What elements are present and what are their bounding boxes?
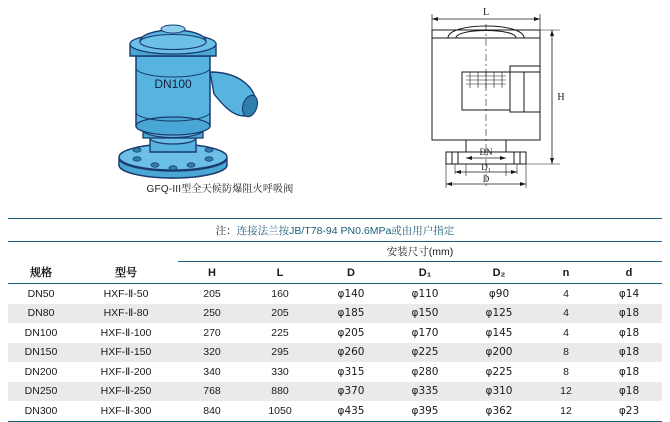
- bolt-hole: [133, 148, 141, 152]
- table-header-row: [8, 262, 662, 284]
- cell-model: HXF-Ⅱ-100: [100, 326, 152, 339]
- th-d: D: [314, 262, 388, 284]
- th-d1: D₁: [388, 262, 462, 284]
- arrow: [455, 170, 461, 174]
- spec-table: [8, 218, 662, 422]
- cell-d: φ435: [314, 401, 388, 421]
- cell-model: HXF-Ⅱ-200: [100, 365, 152, 378]
- outlet-block: [510, 66, 540, 112]
- dome-top: [161, 25, 185, 33]
- dim-label-H: H: [557, 92, 565, 103]
- cell-l: 1050: [246, 401, 314, 421]
- body-label: DN100: [154, 77, 192, 91]
- cell-d2: φ90: [488, 287, 510, 300]
- cell-d-hole: φ18: [596, 343, 662, 363]
- bolt-hole: [205, 148, 213, 152]
- cell-h: 250: [178, 304, 246, 324]
- cell-d2: φ362: [462, 401, 536, 421]
- cell-n: 8: [536, 343, 596, 363]
- spec-table-wrap: [8, 218, 662, 422]
- cell-model: HXF-Ⅱ-80: [74, 304, 178, 324]
- cell-model: HXF-Ⅱ-50: [103, 287, 149, 300]
- cell-n: 8: [563, 365, 569, 378]
- cell-l: 205: [246, 304, 314, 324]
- arrow: [511, 170, 517, 174]
- arrow: [500, 156, 506, 160]
- table-group-row: [8, 242, 662, 262]
- th-h: H: [178, 262, 246, 284]
- th-model: 型号: [74, 262, 178, 284]
- cell-d: φ315: [337, 365, 365, 378]
- product-figure: [0, 0, 670, 200]
- table-row: [8, 304, 662, 324]
- body-bottom-edge: [136, 117, 210, 135]
- cell-d2: φ145: [485, 326, 513, 339]
- cell-d-hole: φ18: [618, 365, 640, 378]
- cell-d2: φ310: [462, 382, 536, 402]
- cell-spec: DN150: [8, 343, 74, 363]
- table-row: [8, 401, 662, 421]
- th-spec: 规格: [8, 262, 74, 284]
- cell-model: HXF-Ⅱ-150: [74, 343, 178, 363]
- bolt-hole: [187, 163, 195, 167]
- cell-spec: DN250: [8, 382, 74, 402]
- cell-n: 12: [536, 382, 596, 402]
- cell-d-hole: φ14: [618, 287, 640, 300]
- cell-l: 880: [246, 382, 314, 402]
- cell-d1: φ280: [411, 365, 439, 378]
- cell-d: φ370: [314, 382, 388, 402]
- note-label: 注：: [215, 224, 237, 237]
- cell-l: 160: [271, 287, 289, 300]
- left-perspective-drawing: [119, 25, 260, 178]
- th-l: L: [246, 262, 314, 284]
- cell-n: 4: [536, 304, 596, 324]
- cell-h: 340: [203, 365, 221, 378]
- arrow: [432, 17, 438, 21]
- cell-n: 4: [563, 326, 569, 339]
- bolt-hole: [169, 166, 177, 170]
- arrow: [466, 156, 472, 160]
- cell-h: 270: [203, 326, 221, 339]
- cell-model: HXF-Ⅱ-250: [74, 382, 178, 402]
- right-orthographic-drawing: [432, 7, 565, 188]
- table-row: [8, 382, 662, 402]
- cell-d1: φ395: [388, 401, 462, 421]
- cell-d1: φ170: [411, 326, 439, 339]
- dim-label-DN: DN: [479, 147, 493, 157]
- arrow: [550, 30, 554, 36]
- dim-label-D: D: [482, 174, 490, 184]
- cell-d: φ260: [314, 343, 388, 363]
- cell-d-hole: φ18: [596, 382, 662, 402]
- cell-d: φ140: [337, 287, 365, 300]
- arrow: [550, 158, 554, 164]
- cell-spec: DN200: [24, 365, 58, 378]
- cell-n: 12: [536, 401, 596, 421]
- th-d2: D₂: [462, 262, 536, 284]
- table-note-row: [8, 219, 662, 242]
- th-n: n: [536, 262, 596, 284]
- arrow: [520, 182, 526, 186]
- cell-d-hole: φ18: [618, 326, 640, 339]
- cell-spec: DN100: [24, 326, 58, 339]
- table-row: [8, 362, 662, 382]
- cell-d: φ205: [337, 326, 365, 339]
- dim-label-D1: $D_1$: [481, 162, 491, 174]
- cell-h: 205: [203, 287, 221, 300]
- arrow: [534, 17, 540, 21]
- group-blank-model: [74, 242, 178, 262]
- cell-d2: φ200: [462, 343, 536, 363]
- cell-d1: φ150: [388, 304, 462, 324]
- dim-label-L: L: [482, 7, 490, 18]
- figure-caption: GFQ-III型全天候防爆阻火呼吸阀: [146, 184, 294, 195]
- cell-d: φ185: [314, 304, 388, 324]
- bolt-hole: [151, 163, 159, 167]
- group-blank-spec: [8, 242, 74, 262]
- cell-d2: φ125: [462, 304, 536, 324]
- table-row: [8, 323, 662, 343]
- cell-d1: φ110: [411, 287, 439, 300]
- cell-spec: DN80: [8, 304, 74, 324]
- cell-d-hole: φ18: [596, 304, 662, 324]
- valve-body: [136, 56, 210, 126]
- cell-h: 768: [178, 382, 246, 402]
- bolt-hole: [133, 157, 141, 161]
- note-text: 连接法兰按JB/T78-94 PN0.6MPa或由用户指定: [236, 224, 455, 237]
- cell-n: 4: [563, 287, 569, 300]
- th-d-hole: d: [596, 262, 662, 284]
- cell-spec: DN50: [27, 287, 55, 300]
- dome-base: [140, 35, 206, 50]
- arrow: [446, 182, 452, 186]
- table-row: [8, 284, 662, 304]
- bolt-hole: [205, 157, 213, 161]
- cell-h: 320: [178, 343, 246, 363]
- cell-d-hole: φ23: [596, 401, 662, 421]
- cell-l: 295: [246, 343, 314, 363]
- cell-d2: φ225: [485, 365, 513, 378]
- table-row: [8, 343, 662, 363]
- cell-model: HXF-Ⅱ-300: [74, 401, 178, 421]
- group-header-install-dims: 安装尺寸(mm): [178, 242, 662, 262]
- cell-d1: φ335: [388, 382, 462, 402]
- cell-l: 330: [271, 365, 289, 378]
- cell-spec: DN300: [8, 401, 74, 421]
- cell-d1: φ225: [388, 343, 462, 363]
- cell-h: 840: [178, 401, 246, 421]
- cell-l: 225: [271, 326, 289, 339]
